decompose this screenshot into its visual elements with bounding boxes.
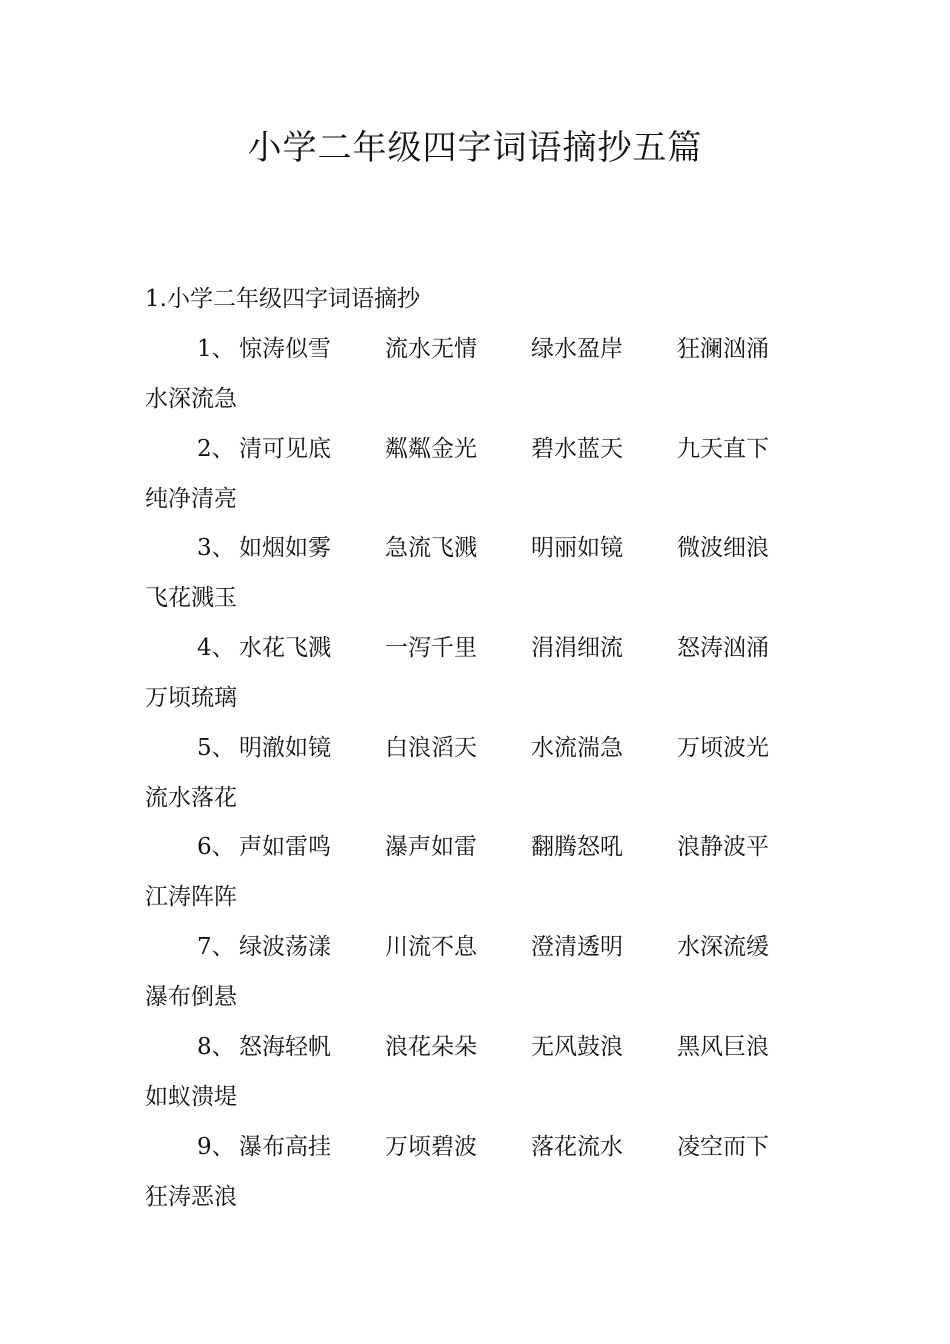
- entry-continuation: 江涛阵阵: [145, 884, 237, 911]
- entry-continuation: 飞花溅玉: [145, 585, 237, 612]
- word: 瀑声如雷: [385, 834, 477, 861]
- word: 白浪滔天: [385, 734, 477, 761]
- word: 万顷波光: [677, 734, 769, 761]
- list-item: [145, 531, 805, 631]
- entry-line: [197, 731, 781, 765]
- word: 如烟如雾: [239, 535, 331, 562]
- list-item: [145, 432, 805, 532]
- list-item: [145, 830, 805, 930]
- word: 微波细浪: [677, 535, 769, 562]
- entry-continuation: 水深流急: [145, 386, 237, 412]
- list-item: [145, 1030, 805, 1130]
- word: 急流飞溅: [385, 535, 477, 562]
- word: 明澈如镜: [239, 734, 331, 761]
- word: 涓涓细流: [531, 635, 623, 662]
- word: 澄清透明: [531, 934, 623, 961]
- entry-line: [197, 332, 781, 366]
- entry-line: [197, 631, 781, 665]
- entry-continuation: 纯净清亮: [145, 485, 237, 512]
- word: 落花流水: [531, 1133, 623, 1160]
- word: 万顷碧波: [385, 1133, 477, 1160]
- entry-line: [197, 1030, 781, 1064]
- word: 翻腾怒吼: [531, 834, 623, 861]
- word: 水花飞溅: [239, 635, 331, 662]
- entry-line: [197, 432, 781, 466]
- entry-number: 1、: [197, 336, 235, 362]
- entry-continuation: 瀑布倒悬: [145, 984, 237, 1011]
- list-item: [145, 731, 805, 831]
- word: 粼粼金光: [385, 435, 477, 462]
- entry-line: [197, 930, 781, 964]
- word: 水流湍急: [531, 734, 623, 761]
- word: 九天直下: [677, 435, 769, 462]
- entry-number: 6、: [197, 834, 235, 861]
- word: 流水无情: [385, 336, 477, 362]
- entry-continuation: 流水落花: [145, 784, 237, 811]
- entry-line: [197, 531, 781, 565]
- list-item: [145, 1130, 805, 1230]
- list-item: [145, 332, 805, 432]
- entry-line: [197, 1130, 781, 1164]
- entry-number: 5、: [197, 734, 235, 761]
- entry-number: 8、: [197, 1033, 235, 1060]
- word: 绿波荡漾: [239, 934, 331, 961]
- entry-number: 4、: [197, 635, 235, 662]
- word: 声如雷鸣: [239, 834, 331, 861]
- entry-number: 2、: [197, 435, 235, 462]
- word: 凌空而下: [677, 1133, 769, 1160]
- word: 绿水盈岸: [531, 336, 623, 362]
- document-title: 小学二年级四字词语摘抄五篇: [247, 128, 703, 168]
- word: 无风鼓浪: [531, 1033, 623, 1060]
- word: 一泻千里: [385, 635, 477, 662]
- entry-line: [197, 830, 781, 864]
- entry-number: 9、: [197, 1133, 235, 1160]
- entry-number: 3、: [197, 535, 235, 562]
- word: 川流不息: [385, 934, 477, 961]
- word: 惊涛似雪: [239, 336, 331, 362]
- word: 怒海轻帆: [239, 1033, 331, 1060]
- word: 狂澜汹涌: [677, 336, 769, 362]
- section-heading: 1.小学二年级四字词语摘抄: [145, 286, 420, 312]
- word: 水深流缓: [677, 934, 769, 961]
- word: 怒涛汹涌: [677, 635, 769, 662]
- word: 浪花朵朵: [385, 1033, 477, 1060]
- entry-continuation: 万顷琉璃: [145, 685, 237, 712]
- word: 浪静波平: [677, 834, 769, 861]
- word: 黑风巨浪: [677, 1033, 769, 1060]
- word: 清可见底: [239, 435, 331, 462]
- word: 碧水蓝天: [531, 435, 623, 462]
- word-list: [145, 332, 805, 1229]
- list-item: [145, 631, 805, 731]
- word: 明丽如镜: [531, 535, 623, 562]
- entry-continuation: 如蚁溃堤: [145, 1083, 237, 1110]
- word: 瀑布高挂: [239, 1133, 331, 1160]
- entry-number: 7、: [197, 934, 235, 961]
- entry-continuation: 狂涛恶浪: [145, 1183, 237, 1210]
- list-item: [145, 930, 805, 1030]
